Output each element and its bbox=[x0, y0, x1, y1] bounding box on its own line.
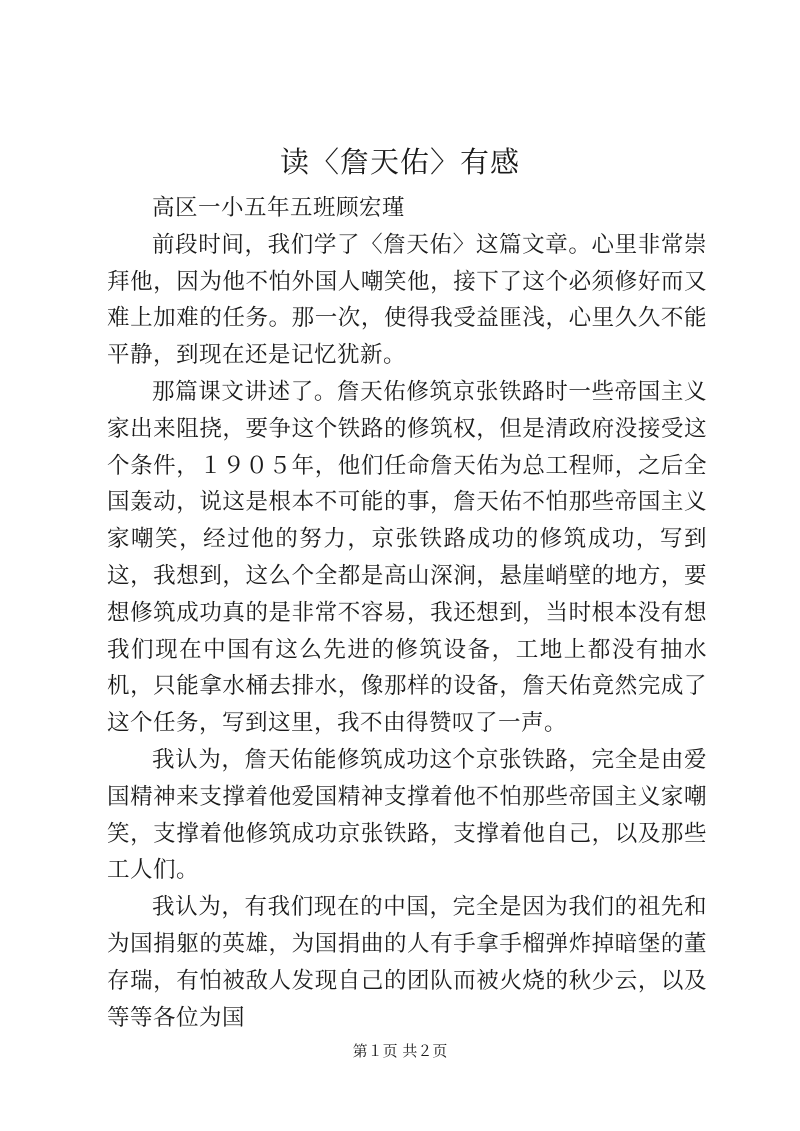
paragraph: 我认为，詹天佑能修筑成功这个京张铁路，完全是由爱国精神来支撑着他爱国精神支撑着他不怕那些帝国主义家嘲笑，支撑着他修筑成功京张铁路，支撑着他自己，以及那些工人们。 bbox=[107, 746, 707, 884]
page-footer: 第１页 共２页 bbox=[352, 1042, 448, 1060]
paragraph: 我认为，有我们现在的中国，完全是因为我们的祖先和为国捐躯的英雄，为国捐曲的人有手拿手榴弹炸掉暗堡的董存瑞，有怕被敌人发现自己的团队而被火烧的秋少云，以及等等各位为国 bbox=[107, 894, 707, 1031]
paragraph: 前段时间，我们学了〈詹天佑〉这篇文章。心里非常崇拜他，因为他不怕外国人嘲笑他，接下了这个必须修好而又难上加难的任务。那一次，使得我受益匪浅，心里久久不能平静，到现在还是记忆犹新。 bbox=[107, 231, 707, 369]
document-body bbox=[107, 190, 707, 1036]
author-line: 高区一小五年五班顾宏瑾 bbox=[152, 195, 406, 221]
paragraph: 那篇课文讲述了。詹天佑修筑京张铁路时一些帝国主义家出来阻挠，要争这个铁路的修筑权，但是清政府没接受这个条件，１９０５年，他们任命詹天佑为总工程师，之后全国轰动，说这是根本不可能的事，詹天佑不怕那些帝国主义家嘲笑，经过他的努力，京张铁路成功的修筑成功，写到这，我想到，这么个全都是高山深涧，悬崖峭壁的地方，要想修筑成功真的是非常不容易，我还想到，当时根本没有想我们现在中国有这么先进的修筑设备，工地上都没有抽水机，只能拿水桶去排水，像那样的设备，詹天佑竟然完成了这个任务，写到这里，我不由得赞叹了一声。 bbox=[107, 378, 707, 737]
document-title: 读〈詹天佑〉有感 bbox=[279, 145, 520, 179]
